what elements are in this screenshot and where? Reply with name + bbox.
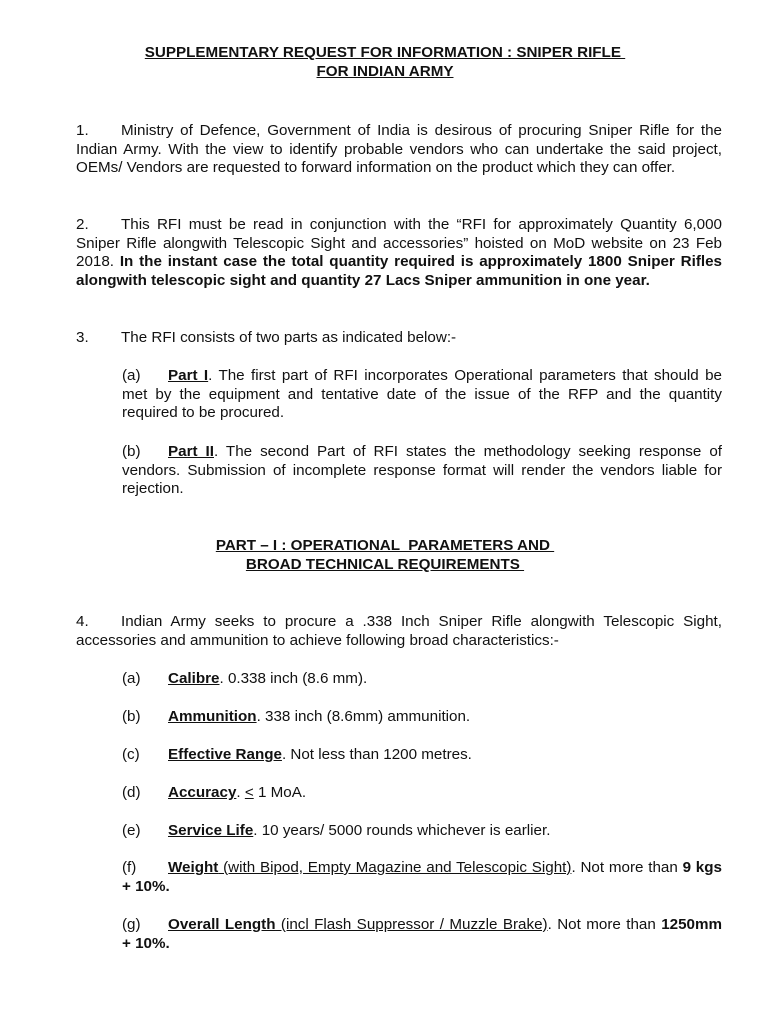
spec-text: . Not more than bbox=[547, 916, 662, 933]
paragraph-number: 4. bbox=[76, 613, 89, 630]
paragraph-number: 1. bbox=[76, 122, 89, 139]
paragraph-bold-text: In the instant case the total quantity required is approximately 1800 Sniper Rifles alongwith telescopic sight and quantity 27 Lacs Sniper ammunition in one year. bbox=[76, 253, 722, 289]
subparagraph-part-1 bbox=[122, 367, 722, 423]
subparagraph-text: . The first part of RFI incorporates Operational parameters that should be met by the equipment and tentative date of the issue of the RFP and the quantity required to be procured. bbox=[122, 367, 722, 422]
document-title-line-2: FOR INDIAN ARMY bbox=[316, 63, 454, 80]
paragraph-number: 3. bbox=[76, 329, 89, 346]
subparagraph-part-2 bbox=[122, 443, 722, 499]
spec-overall-length bbox=[122, 916, 722, 953]
spec-text: . 0.338 inch (8.6 mm). bbox=[219, 670, 368, 687]
paragraph-text: This RFI must be read in conjunction with the “RFI for approximately Quantity 6,000 Sniper Rifle alongwith Telescopic Sight and accessories” hoisted on MoD website on 23 Feb 2018. bbox=[76, 216, 722, 271]
spec-text: 1 MoA. bbox=[253, 784, 307, 801]
spec-value: 9 kgs + 10%. bbox=[122, 859, 722, 895]
spec-title: Calibre bbox=[168, 670, 220, 687]
spec-value: 1250mm + 10%. bbox=[122, 916, 722, 952]
spec-title: Accuracy bbox=[168, 784, 237, 801]
subparagraph-label: (a) bbox=[122, 367, 141, 384]
part-1-heading-line-2: BROAD TECHNICAL REQUIREMENTS bbox=[245, 556, 525, 573]
document-title-line-1: SUPPLEMENTARY REQUEST FOR INFORMATION : SNIPER RIFLE bbox=[144, 44, 626, 61]
spec-label: (f) bbox=[122, 859, 137, 876]
spec-title: Overall Length bbox=[168, 916, 276, 933]
part-1-heading-line-1: PART – I : OPERATIONAL PARAMETERS AND bbox=[215, 537, 555, 554]
spec-title: Service Life bbox=[168, 822, 254, 839]
paragraph-4 bbox=[76, 613, 722, 650]
subparagraph-title: Part II bbox=[168, 443, 214, 460]
paragraph-text: Indian Army seeks to procure a .338 Inch Sniper Rifle alongwith Telescopic Sight, accessories and ammunition to achieve following broad characteristics:- bbox=[76, 613, 722, 649]
paragraph-text: The RFI consists of two parts as indicated below:- bbox=[121, 329, 457, 346]
spec-label: (g) bbox=[122, 916, 141, 933]
spec-service-life bbox=[122, 822, 722, 841]
spec-title: Effective Range bbox=[168, 746, 282, 763]
spec-accuracy bbox=[122, 784, 722, 803]
spec-text: . Not less than 1200 metres. bbox=[281, 746, 472, 763]
spec-label: (a) bbox=[122, 670, 141, 687]
spec-text: . 338 inch (8.6mm) ammunition. bbox=[256, 708, 471, 725]
spec-calibre bbox=[122, 670, 722, 689]
less-than-or-equal-symbol: < bbox=[244, 784, 254, 801]
spec-effective-range bbox=[122, 746, 722, 765]
spec-label: (b) bbox=[122, 708, 141, 725]
spec-label: (d) bbox=[122, 784, 141, 801]
spec-weight bbox=[122, 859, 722, 896]
spec-text: . Not more than bbox=[571, 859, 683, 876]
subparagraph-text: . The second Part of RFI states the methodology seeking response of vendors. Submission of incomplete response format will render the vendors liable for rejection. bbox=[122, 443, 722, 498]
spec-separator: . bbox=[236, 784, 245, 801]
paragraph-number: 2. bbox=[76, 216, 89, 233]
paragraph-3 bbox=[76, 329, 722, 348]
subparagraph-title: Part I bbox=[168, 367, 209, 384]
spec-qualifier: (incl Flash Suppressor / Muzzle Brake) bbox=[275, 916, 548, 933]
spec-label: (c) bbox=[122, 746, 140, 763]
paragraph-text: Ministry of Defence, Government of India is desirous of procuring Sniper Rifle for the Indian Army. With the view to identify probable vendors who can undertake the said project, OEMs/ Vendors are requested to forward information on the product which they can offer. bbox=[76, 122, 722, 177]
spec-title: Weight bbox=[168, 859, 219, 876]
spec-text: . 10 years/ 5000 rounds whichever is earlier. bbox=[253, 822, 551, 839]
subparagraph-label: (b) bbox=[122, 443, 141, 460]
spec-label: (e) bbox=[122, 822, 141, 839]
paragraph-2 bbox=[76, 216, 722, 290]
paragraph-1 bbox=[76, 122, 722, 178]
spec-title: Ammunition bbox=[168, 708, 257, 725]
spec-ammunition bbox=[122, 708, 722, 727]
spec-qualifier: (with Bipod, Empty Magazine and Telescopic Sight) bbox=[218, 859, 572, 876]
